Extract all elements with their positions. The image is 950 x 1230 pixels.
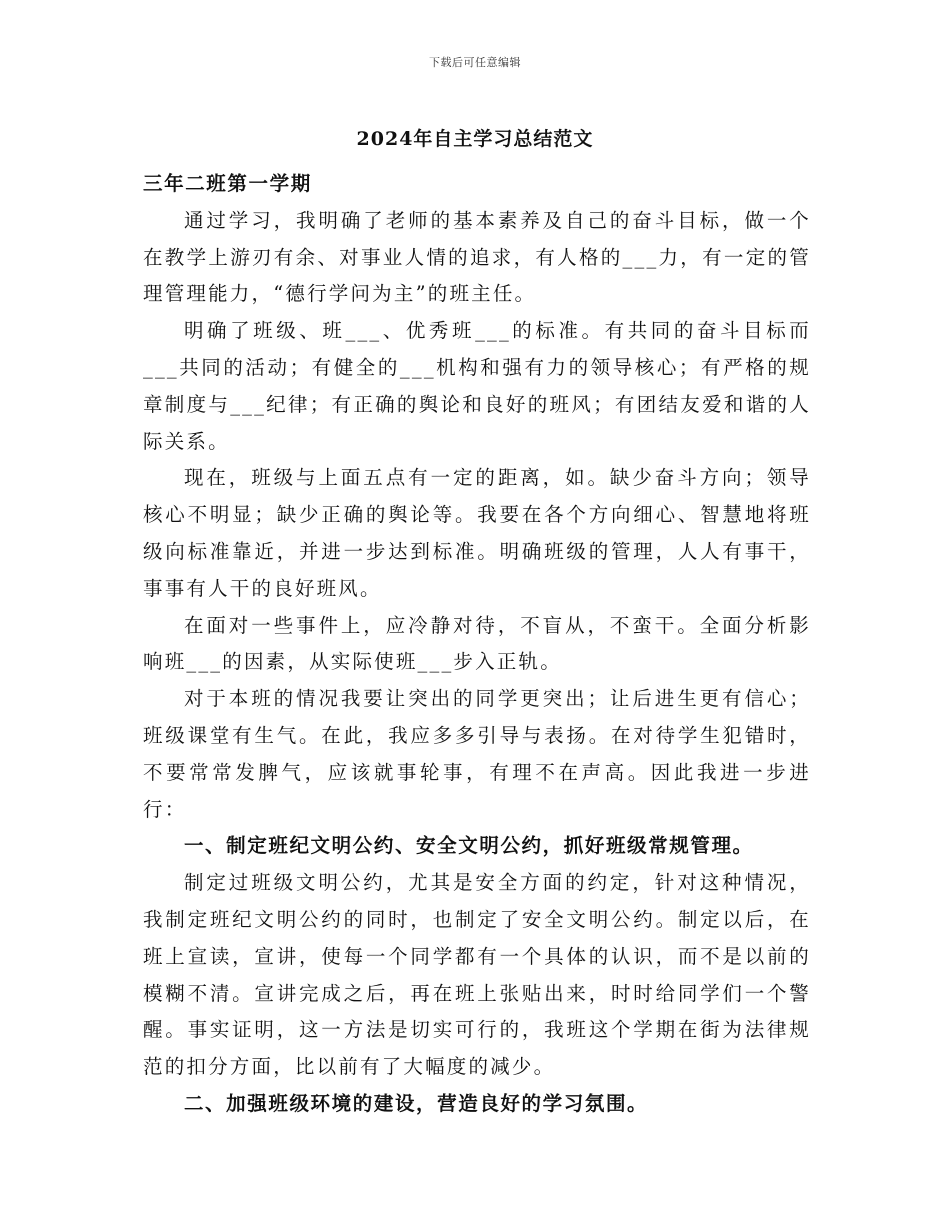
- page-header-note: 下载后可任意编辑: [429, 56, 521, 69]
- section-2-heading: 二、加强班级环境的建设，营造良好的学习氛围。: [183, 1091, 649, 1115]
- document-subheading: 三年二班第一学期: [143, 172, 312, 195]
- document-body: [143, 166, 811, 1123]
- document-title: 2024年自主学习总结范文: [356, 128, 594, 150]
- paragraph-2: 明确了班级、班___、优秀班___的标准。有共同的奋斗目标而___共同的活动；有健全的___机构和强有力的领导核心；有严格的规章制度与___纪律；有正确的舆论和良好的班风；有团结友爱和谐的人际关系。: [143, 319, 811, 453]
- paragraph-4: 在面对一些事件上，应冷静对待，不盲从，不蛮干。全面分析影响班___的因素，从实际使班___步入正轨。: [143, 613, 811, 674]
- section-1-paragraph: 制定过班级文明公约，尤其是安全方面的约定，针对这种情况，我制定班纪文明公约的同时，也制定了安全文明公约。制定以后，在班上宣读，宣讲，使每一个同学都有一个具体的认识，而不是以前的模糊不清。宣讲完成之后，再在班上张贴出来，时时给同学们一个警醒。事实证明，这一方法是切实可行的，我班这个学期在街为法律规范的扣分方面，比以前有了大幅度的减少。: [143, 871, 811, 1079]
- paragraph-3: 现在，班级与上面五点有一定的距离，如。缺少奋斗方向；领导核心不明显；缺少正确的舆论等。我要在各个方向细心、智慧地将班级向标准靠近，并进一步达到标准。明确班级的管理，人人有事干，事事有人干的良好班风。: [143, 466, 811, 600]
- paragraph-1: 通过学习，我明确了老师的基本素养及自己的奋斗目标，做一个在教学上游刃有余、对事业人情的追求，有人格的___力，有一定的管理管理能力，“德行学问为主”的班主任。: [143, 208, 811, 306]
- section-1-heading: 一、制定班纪文明公约、安全文明公约，抓好班级常规管理。: [183, 834, 754, 858]
- paragraph-5: 对于本班的情况我要让突出的同学更突出；让后进生更有信心；班级课堂有生气。在此，我应多多引导与表扬。在对待学生犯错时，不要常常发脾气，应该就事轮事，有理不在声高。因此我进一步进行：: [143, 687, 811, 821]
